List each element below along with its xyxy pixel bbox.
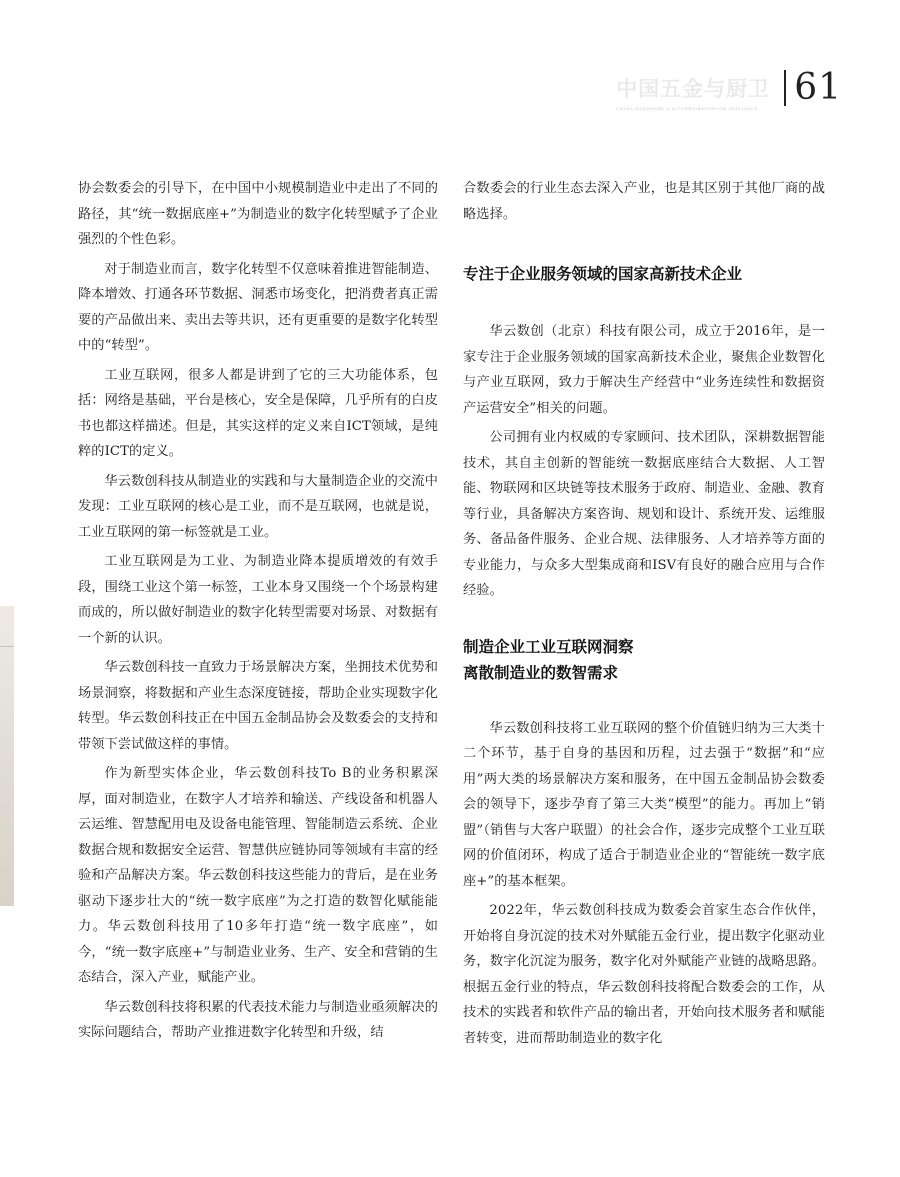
section-heading-2 [463, 634, 825, 686]
left-paragraph-1: 协会数委会的引导下，在中国中小规模制造业中走出了不同的路径，其“统一数据底座+”为制造业的数字化转型赋予了企业强烈的个性色彩。 [78, 181, 438, 247]
masthead-subtitle: CHINA HARDWARE & KITCHEN/BATHROOM APPLIANCE [616, 106, 759, 111]
left-column [78, 176, 438, 1050]
page-number: 61 [794, 67, 842, 108]
section-heading-2-line-2: 离散制造业的数智需求 [463, 663, 619, 682]
masthead-logo [616, 73, 784, 111]
left-paragraph-5: 工业互联网是为工业、为制造业降本提质增效的有效手段，围绕工业这个第一标签，工业本身又围绕一个个场景构建而成的，所以做好制造业的数字化转型需要对场景、对数据有一个新的认识。 [78, 554, 438, 646]
masthead-title: 中国五金与厨卫 [616, 77, 771, 101]
section-heading-1: 专注于企业服务领域的国家高新技术企业 [463, 265, 743, 283]
left-paragraph-7: 作为新型实体企业，华云数创科技To B的业务积累深厚，面对制造业，在数字人才培养和输送、产线设备和机器人云运维、智慧配用电及设备电能管理、智能制造云系统、企业数据合规和数据安全运营、智慧供应链协同等领域有丰富的经验和产品解决方案。华云数创科技这些能力的背后，是在业务驱动下逐步壮大的“统一数字底座”为之打造的数智化赋能能力。华云数创科技用了10多年打造“统一数字底座”，如今，“统一数字底座+”与制造业业务、生产、安全和营销的生态结合，深入产业，赋能产业。 [78, 766, 438, 985]
cropped-photo-edge [0, 606, 14, 906]
right-column [463, 176, 825, 1055]
left-paragraph-8: 华云数创科技将积累的代表技术能力与制造业亟须解决的实际问题结合，帮助产业推进数字化转型和升级，结 [78, 999, 438, 1040]
section-heading-2-line-1: 制造企业工业互联网洞察 [463, 637, 634, 656]
left-paragraph-6: 华云数创科技一直致力于场景解决方案，坐拥技术优势和场景洞察，将数据和产业生态深度链接，帮助企业实现数字化转型。华云数创科技正在中国五金制品协会及数委会的支持和带领下尝试做这样的事情。 [78, 660, 438, 752]
section1-paragraph-2: 公司拥有业内权威的专家顾问、技术团队，深耕数据智能技术，其自主创新的智能统一数据底座结合大数据、人工智能、物联网和区块链等技术服务于政府、制造业、金融、教育等行业，具备解决方案咨询、规划和设计、系统开发、运维服务、备品备件服务、企业合规、法律服务、人才培养等方面的专业能力，与众多大型集成商和ISV有良好的融合应用与合作经验。 [463, 430, 825, 598]
section1-paragraph-1: 华云数创（北京）科技有限公司，成立于2016年，是一家专注于企业服务领域的国家高新技术企业，聚焦企业数智化与产业互联网，致力于解决生产经营中“业务连续性和数据资产运营安全”相关的问题。 [463, 324, 825, 416]
page-header [616, 67, 842, 111]
section2-paragraph-1: 华云数创科技将工业互联网的整个价值链归纳为三大类十二个环节，基于自身的基因和历程，过去强于“数据”和“应用”两大类的场景解决方案和服务，在中国五金制品协会数委会的领导下，逐步孕育了第三大类“模型”的能力。再加上“销盟”（销售与大客户联盟）的社会合作，逐步完成整个工业互联网的价值闭环，构成了适合于制造业企业的“智能统一数字底座+”的基本框架。 [463, 720, 825, 889]
left-paragraph-2: 对于制造业而言，数字化转型不仅意味着推进智能制造、降本增效、打通各环节数据、洞悉市场变化，把消费者真正需要的产品做出来、卖出去等共识，还有更重要的是数字化转型中的“转型”。 [78, 261, 438, 353]
header-separator [784, 70, 786, 106]
left-paragraph-4: 华云数创科技从制造业的实践和与大量制造企业的交流中发现：工业互联网的核心是工业，而不是互联网，也就是说，工业互联网的第一标签就是工业。 [78, 473, 438, 540]
right-continuation-paragraph: 合数委会的行业生态去深入产业，也是其区别于其他厂商的战略选择。 [463, 181, 825, 222]
left-paragraph-3: 工业互联网，很多人都是讲到了它的三大功能体系，包括：网络是基础，平台是核心，安全是保障，几乎所有的白皮书也都这样描述。但是，其实这样的定义来自ICT领域，是纯粹的ICT的定义。 [78, 367, 438, 459]
section2-paragraph-2: 2022年，华云数创科技成为数委会首家生态合作伙伴，开始将自身沉淀的技术对外赋能五金行业，提出数字化驱动业务，数字化沉淀为服务，数字化对外赋能产业链的战略思路。根据五金行业的特点，华云数创科技将配合数委会的工作，从技术的实践者和软件产品的输出者，开始向技术服务者和赋能者转变，进而帮助制造业的数字化 [463, 903, 825, 1046]
